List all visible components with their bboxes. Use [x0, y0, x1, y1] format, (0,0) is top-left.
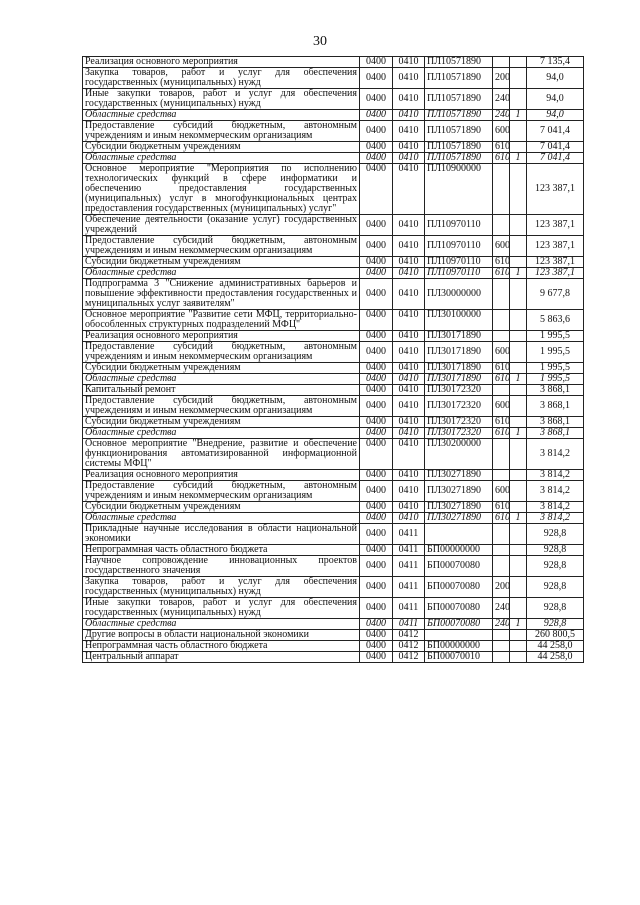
table-row: [83, 524, 584, 545]
row-name-cell: Капитальный ремонт: [83, 385, 360, 396]
amount-cell: 3 868,1: [527, 396, 584, 417]
budget-table: [82, 56, 584, 663]
amount-cell: 3 868,1: [527, 417, 584, 428]
section-code-cell: 0400: [360, 268, 393, 279]
row-name-cell: Закупка товаров, работ и услуг для обеспечения государственных (муниципальных) нужд: [83, 577, 360, 598]
section-code-cell: 0400: [360, 524, 393, 545]
amount-cell: 123 387,1: [527, 257, 584, 268]
subsection-code-cell: 0410: [393, 68, 425, 89]
subsection-code-cell: 0410: [393, 310, 425, 331]
amount-cell: 7 041,4: [527, 153, 584, 164]
expense-type-code-cell: 610: [493, 257, 510, 268]
section-code-cell: 0400: [360, 652, 393, 663]
row-name-cell: Реализация основного мероприятия: [83, 470, 360, 481]
table-row: [83, 121, 584, 142]
table-row: [83, 363, 584, 374]
section-code-cell: 0400: [360, 396, 393, 417]
target-article-code-cell: ПЛ10571890: [425, 110, 493, 121]
target-article-code-cell: ПЛ10970110: [425, 236, 493, 257]
funding-source-code-cell: [510, 310, 527, 331]
funding-source-code-cell: [510, 279, 527, 310]
amount-cell: 9 677,8: [527, 279, 584, 310]
table-row: [83, 374, 584, 385]
target-article-code-cell: ПЛ30100000: [425, 310, 493, 331]
expense-type-code-cell: 200: [493, 68, 510, 89]
row-name-cell: Предоставление субсидий бюджетным, автономным учреждениям и иным некоммерческим организациям: [83, 342, 360, 363]
table-row: [83, 545, 584, 556]
funding-source-code-cell: [510, 630, 527, 641]
target-article-code-cell: ПЛ10571890: [425, 121, 493, 142]
expense-type-code-cell: [493, 385, 510, 396]
subsection-code-cell: 0410: [393, 428, 425, 439]
table-row: [83, 481, 584, 502]
row-name-cell: Прикладные научные исследования в области национальной экономики: [83, 524, 360, 545]
section-code-cell: 0400: [360, 89, 393, 110]
row-name-cell: Областные средства: [83, 513, 360, 524]
target-article-code-cell: ПЛ30000000: [425, 279, 493, 310]
funding-source-code-cell: [510, 417, 527, 428]
target-article-code-cell: ПЛ30271890: [425, 470, 493, 481]
subsection-code-cell: 0410: [393, 331, 425, 342]
row-name-cell: Основное мероприятие "Мероприятия по исполнению технологических функций в сфере информатики и обеспечению предоставления государственных (муниципальных) услуг в многофункциональных центрах предоставления государственных (муниципальных) услуг": [83, 164, 360, 215]
amount-cell: 3 868,1: [527, 428, 584, 439]
section-code-cell: 0400: [360, 641, 393, 652]
amount-cell: 3 814,2: [527, 481, 584, 502]
table-row: [83, 439, 584, 470]
table-row: [83, 641, 584, 652]
row-name-cell: Научное сопровождение инновационных проектов государственного значения: [83, 556, 360, 577]
row-name-cell: Предоставление субсидий бюджетным, автономным учреждениям и иным некоммерческим организациям: [83, 121, 360, 142]
subsection-code-cell: 0410: [393, 502, 425, 513]
table-row: [83, 577, 584, 598]
section-code-cell: 0400: [360, 121, 393, 142]
subsection-code-cell: 0410: [393, 417, 425, 428]
section-code-cell: 0400: [360, 363, 393, 374]
row-name-cell: Обеспечение деятельности (оказание услуг) государственных учреждений: [83, 215, 360, 236]
target-article-code-cell: ПЛ30171890: [425, 342, 493, 363]
target-article-code-cell: ПЛ10571890: [425, 142, 493, 153]
section-code-cell: 0400: [360, 545, 393, 556]
funding-source-code-cell: [510, 577, 527, 598]
table-row: [83, 268, 584, 279]
amount-cell: 94,0: [527, 110, 584, 121]
target-article-code-cell: ПЛ10900000: [425, 164, 493, 215]
table-row: [83, 417, 584, 428]
target-article-code-cell: [425, 630, 493, 641]
expense-type-code-cell: 600: [493, 342, 510, 363]
subsection-code-cell: 0410: [393, 396, 425, 417]
expense-type-code-cell: [493, 215, 510, 236]
section-code-cell: 0400: [360, 470, 393, 481]
section-code-cell: 0400: [360, 310, 393, 331]
amount-cell: 1 995,5: [527, 374, 584, 385]
table-row: [83, 279, 584, 310]
funding-source-code-cell: [510, 57, 527, 68]
subsection-code-cell: 0412: [393, 641, 425, 652]
funding-source-code-cell: 1: [510, 268, 527, 279]
funding-source-code-cell: [510, 385, 527, 396]
expense-type-code-cell: [493, 545, 510, 556]
row-name-cell: Основное мероприятие "Внедрение, развитие и обеспечение функционирования автоматизированной информационной системы МФЦ": [83, 439, 360, 470]
section-code-cell: 0400: [360, 481, 393, 502]
amount-cell: 7 135,4: [527, 57, 584, 68]
funding-source-code-cell: [510, 363, 527, 374]
amount-cell: 94,0: [527, 68, 584, 89]
section-code-cell: 0400: [360, 556, 393, 577]
funding-source-code-cell: [510, 121, 527, 142]
subsection-code-cell: 0410: [393, 342, 425, 363]
row-name-cell: Предоставление субсидий бюджетным, автономным учреждениям и иным некоммерческим организациям: [83, 236, 360, 257]
expense-type-code-cell: 600: [493, 396, 510, 417]
target-article-code-cell: БП00000000: [425, 545, 493, 556]
amount-cell: 928,8: [527, 598, 584, 619]
target-article-code-cell: БП00070080: [425, 556, 493, 577]
expense-type-code-cell: 600: [493, 121, 510, 142]
expense-type-code-cell: 600: [493, 236, 510, 257]
row-name-cell: Иные закупки товаров, работ и услуг для обеспечения государственных (муниципальных) нужд: [83, 598, 360, 619]
table-row: [83, 652, 584, 663]
subsection-code-cell: 0412: [393, 652, 425, 663]
subsection-code-cell: 0411: [393, 619, 425, 630]
row-name-cell: Субсидии бюджетным учреждениям: [83, 363, 360, 374]
subsection-code-cell: 0410: [393, 153, 425, 164]
funding-source-code-cell: [510, 236, 527, 257]
section-code-cell: 0400: [360, 68, 393, 89]
funding-source-code-cell: 1: [510, 513, 527, 524]
section-code-cell: 0400: [360, 385, 393, 396]
row-name-cell: Иные закупки товаров, работ и услуг для обеспечения государственных (муниципальных) нужд: [83, 89, 360, 110]
expense-type-code-cell: [493, 279, 510, 310]
funding-source-code-cell: [510, 524, 527, 545]
amount-cell: 1 995,5: [527, 363, 584, 374]
expense-type-code-cell: [493, 439, 510, 470]
row-name-cell: Другие вопросы в области национальной экономики: [83, 630, 360, 641]
funding-source-code-cell: [510, 215, 527, 236]
section-code-cell: 0400: [360, 279, 393, 310]
subsection-code-cell: 0410: [393, 268, 425, 279]
funding-source-code-cell: [510, 331, 527, 342]
amount-cell: 3 868,1: [527, 385, 584, 396]
expense-type-code-cell: 610: [493, 428, 510, 439]
target-article-code-cell: ПЛ30171890: [425, 374, 493, 385]
amount-cell: 260 800,5: [527, 630, 584, 641]
target-article-code-cell: ПЛ30172320: [425, 396, 493, 417]
expense-type-code-cell: 240: [493, 110, 510, 121]
section-code-cell: 0400: [360, 619, 393, 630]
row-name-cell: Областные средства: [83, 374, 360, 385]
expense-type-code-cell: 600: [493, 481, 510, 502]
expense-type-code-cell: [493, 331, 510, 342]
section-code-cell: 0400: [360, 502, 393, 513]
amount-cell: 1 995,5: [527, 331, 584, 342]
target-article-code-cell: ПЛ30172320: [425, 428, 493, 439]
amount-cell: 3 814,2: [527, 439, 584, 470]
funding-source-code-cell: [510, 142, 527, 153]
expense-type-code-cell: [493, 57, 510, 68]
expense-type-code-cell: [493, 310, 510, 331]
subsection-code-cell: 0410: [393, 164, 425, 215]
amount-cell: 123 387,1: [527, 215, 584, 236]
row-name-cell: Подпрограмма 3 "Снижение административных барьеров и повышение эффективности предоставления государственных и муниципальных услуг заявителям": [83, 279, 360, 310]
target-article-code-cell: ПЛ10970110: [425, 215, 493, 236]
amount-cell: 123 387,1: [527, 268, 584, 279]
expense-type-code-cell: 610: [493, 153, 510, 164]
amount-cell: 928,8: [527, 577, 584, 598]
section-code-cell: 0400: [360, 215, 393, 236]
amount-cell: 44 258,0: [527, 652, 584, 663]
amount-cell: 7 041,4: [527, 142, 584, 153]
funding-source-code-cell: [510, 652, 527, 663]
subsection-code-cell: 0410: [393, 385, 425, 396]
table-row: [83, 502, 584, 513]
section-code-cell: 0400: [360, 142, 393, 153]
table-row: [83, 428, 584, 439]
subsection-code-cell: 0410: [393, 481, 425, 502]
section-code-cell: 0400: [360, 164, 393, 215]
funding-source-code-cell: [510, 342, 527, 363]
row-name-cell: Областные средства: [83, 619, 360, 630]
expense-type-code-cell: [493, 556, 510, 577]
table-row: [83, 142, 584, 153]
table-row: [83, 215, 584, 236]
row-name-cell: Реализация основного мероприятия: [83, 57, 360, 68]
row-name-cell: Областные средства: [83, 153, 360, 164]
target-article-code-cell: ПЛ10571890: [425, 68, 493, 89]
target-article-code-cell: ПЛ10970110: [425, 257, 493, 268]
target-article-code-cell: ПЛ30171890: [425, 331, 493, 342]
funding-source-code-cell: 1: [510, 619, 527, 630]
amount-cell: 1 995,5: [527, 342, 584, 363]
funding-source-code-cell: 1: [510, 110, 527, 121]
expense-type-code-cell: [493, 652, 510, 663]
section-code-cell: 0400: [360, 417, 393, 428]
target-article-code-cell: БП00070010: [425, 652, 493, 663]
row-name-cell: Непрограммная часть областного бюджета: [83, 545, 360, 556]
section-code-cell: 0400: [360, 110, 393, 121]
row-name-cell: Закупка товаров, работ и услуг для обеспечения государственных (муниципальных) нужд: [83, 68, 360, 89]
section-code-cell: 0400: [360, 331, 393, 342]
funding-source-code-cell: [510, 470, 527, 481]
table-row: [83, 385, 584, 396]
expense-type-code-cell: 610: [493, 268, 510, 279]
expense-type-code-cell: 610: [493, 374, 510, 385]
target-article-code-cell: БП00070080: [425, 598, 493, 619]
target-article-code-cell: БП00070080: [425, 619, 493, 630]
target-article-code-cell: [425, 524, 493, 545]
subsection-code-cell: 0410: [393, 236, 425, 257]
section-code-cell: 0400: [360, 513, 393, 524]
table-row: [83, 342, 584, 363]
funding-source-code-cell: [510, 502, 527, 513]
subsection-code-cell: 0410: [393, 279, 425, 310]
subsection-code-cell: 0410: [393, 513, 425, 524]
amount-cell: 928,8: [527, 545, 584, 556]
target-article-code-cell: БП00000000: [425, 641, 493, 652]
target-article-code-cell: БП00070080: [425, 577, 493, 598]
expense-type-code-cell: 240: [493, 619, 510, 630]
amount-cell: 123 387,1: [527, 164, 584, 215]
subsection-code-cell: 0411: [393, 556, 425, 577]
table-row: [83, 396, 584, 417]
amount-cell: 94,0: [527, 89, 584, 110]
row-name-cell: Областные средства: [83, 428, 360, 439]
subsection-code-cell: 0410: [393, 470, 425, 481]
section-code-cell: 0400: [360, 439, 393, 470]
table-body: [83, 57, 584, 663]
target-article-code-cell: ПЛ10571890: [425, 153, 493, 164]
row-name-cell: Областные средства: [83, 110, 360, 121]
target-article-code-cell: ПЛ30172320: [425, 417, 493, 428]
target-article-code-cell: ПЛ30200000: [425, 439, 493, 470]
table-row: [83, 110, 584, 121]
row-name-cell: Предоставление субсидий бюджетным, автономным учреждениям и иным некоммерческим организациям: [83, 396, 360, 417]
expense-type-code-cell: [493, 164, 510, 215]
table-row: [83, 619, 584, 630]
table-row: [83, 89, 584, 110]
expense-type-code-cell: [493, 630, 510, 641]
expense-type-code-cell: [493, 641, 510, 652]
funding-source-code-cell: [510, 481, 527, 502]
table-row: [83, 153, 584, 164]
expense-type-code-cell: 200: [493, 577, 510, 598]
section-code-cell: 0400: [360, 577, 393, 598]
expense-type-code-cell: 240: [493, 598, 510, 619]
subsection-code-cell: 0410: [393, 257, 425, 268]
subsection-code-cell: 0410: [393, 110, 425, 121]
funding-source-code-cell: [510, 89, 527, 110]
table-row: [83, 470, 584, 481]
row-name-cell: Субсидии бюджетным учреждениям: [83, 257, 360, 268]
subsection-code-cell: 0410: [393, 121, 425, 142]
expense-type-code-cell: 610: [493, 502, 510, 513]
section-code-cell: 0400: [360, 428, 393, 439]
table-row: [83, 331, 584, 342]
funding-source-code-cell: [510, 68, 527, 89]
funding-source-code-cell: [510, 164, 527, 215]
section-code-cell: 0400: [360, 257, 393, 268]
funding-source-code-cell: [510, 556, 527, 577]
subsection-code-cell: 0411: [393, 524, 425, 545]
funding-source-code-cell: [510, 439, 527, 470]
table-row: [83, 257, 584, 268]
table-row: [83, 513, 584, 524]
row-name-cell: Непрограммная часть областного бюджета: [83, 641, 360, 652]
target-article-code-cell: ПЛ10571890: [425, 89, 493, 110]
table-row: [83, 57, 584, 68]
target-article-code-cell: ПЛ10571890: [425, 57, 493, 68]
section-code-cell: 0400: [360, 236, 393, 257]
section-code-cell: 0400: [360, 374, 393, 385]
row-name-cell: Реализация основного мероприятия: [83, 331, 360, 342]
amount-cell: 928,8: [527, 556, 584, 577]
expense-type-code-cell: [493, 470, 510, 481]
section-code-cell: 0400: [360, 153, 393, 164]
table-row: [83, 630, 584, 641]
table-row: [83, 556, 584, 577]
funding-source-code-cell: [510, 545, 527, 556]
subsection-code-cell: 0411: [393, 577, 425, 598]
expense-type-code-cell: 610: [493, 513, 510, 524]
subsection-code-cell: 0410: [393, 215, 425, 236]
row-name-cell: Областные средства: [83, 268, 360, 279]
subsection-code-cell: 0410: [393, 439, 425, 470]
funding-source-code-cell: 1: [510, 428, 527, 439]
row-name-cell: Субсидии бюджетным учреждениям: [83, 142, 360, 153]
table-row: [83, 68, 584, 89]
subsection-code-cell: 0410: [393, 57, 425, 68]
amount-cell: 123 387,1: [527, 236, 584, 257]
table-row: [83, 164, 584, 215]
subsection-code-cell: 0411: [393, 598, 425, 619]
page-number: 30: [313, 34, 327, 49]
expense-type-code-cell: [493, 524, 510, 545]
funding-source-code-cell: 1: [510, 153, 527, 164]
target-article-code-cell: ПЛ30172320: [425, 385, 493, 396]
funding-source-code-cell: 1: [510, 374, 527, 385]
subsection-code-cell: 0410: [393, 142, 425, 153]
table-row: [83, 236, 584, 257]
subsection-code-cell: 0410: [393, 374, 425, 385]
section-code-cell: 0400: [360, 57, 393, 68]
table-row: [83, 598, 584, 619]
row-name-cell: Субсидии бюджетным учреждениям: [83, 502, 360, 513]
row-name-cell: Субсидии бюджетным учреждениям: [83, 417, 360, 428]
amount-cell: 928,8: [527, 619, 584, 630]
funding-source-code-cell: [510, 598, 527, 619]
expense-type-code-cell: 610: [493, 142, 510, 153]
funding-source-code-cell: [510, 396, 527, 417]
table-row: [83, 310, 584, 331]
section-code-cell: 0400: [360, 342, 393, 363]
amount-cell: 3 814,2: [527, 502, 584, 513]
row-name-cell: Предоставление субсидий бюджетным, автономным учреждениям и иным некоммерческим организациям: [83, 481, 360, 502]
amount-cell: 3 814,2: [527, 513, 584, 524]
target-article-code-cell: ПЛ30271890: [425, 513, 493, 524]
row-name-cell: Основное мероприятие "Развитие сети МФЦ, территориально-обособленных структурных подразделений МФЦ": [83, 310, 360, 331]
amount-cell: 3 814,2: [527, 470, 584, 481]
amount-cell: 5 863,6: [527, 310, 584, 331]
amount-cell: 928,8: [527, 524, 584, 545]
target-article-code-cell: ПЛ10970110: [425, 268, 493, 279]
section-code-cell: 0400: [360, 598, 393, 619]
amount-cell: 7 041,4: [527, 121, 584, 142]
section-code-cell: 0400: [360, 630, 393, 641]
expense-type-code-cell: 610: [493, 417, 510, 428]
funding-source-code-cell: [510, 641, 527, 652]
target-article-code-cell: ПЛ30271890: [425, 481, 493, 502]
subsection-code-cell: 0411: [393, 545, 425, 556]
target-article-code-cell: ПЛ30171890: [425, 363, 493, 374]
subsection-code-cell: 0410: [393, 363, 425, 374]
subsection-code-cell: 0412: [393, 630, 425, 641]
expense-type-code-cell: 610: [493, 363, 510, 374]
subsection-code-cell: 0410: [393, 89, 425, 110]
target-article-code-cell: ПЛ30271890: [425, 502, 493, 513]
row-name-cell: Центральный аппарат: [83, 652, 360, 663]
amount-cell: 44 258,0: [527, 641, 584, 652]
expense-type-code-cell: 240: [493, 89, 510, 110]
funding-source-code-cell: [510, 257, 527, 268]
